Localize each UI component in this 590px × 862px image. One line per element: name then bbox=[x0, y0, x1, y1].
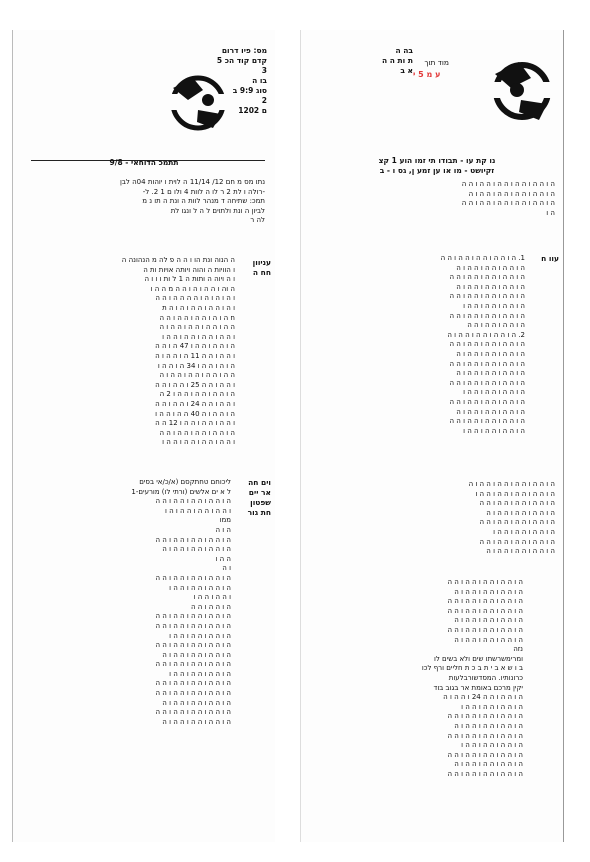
text-line: ה ו ה ה ו ה ה ו ה ה ו ה ה bbox=[155, 708, 231, 717]
right-page bbox=[300, 30, 564, 842]
right-red-stamp: ע מ 5 י bbox=[413, 70, 441, 79]
text-line: ה ו ה ה ו ה ה ו ה ה ו bbox=[461, 741, 523, 750]
text-line: ב ו ש א ב י ת ב כ ת חליים ורף לכו bbox=[421, 664, 523, 673]
text-line: ה ו ה ה ו ה ה ו ה ה ו bbox=[461, 702, 523, 711]
text-line: ה ו ה ה ו ה ה ו ה ה ו ה ה ו ה ה bbox=[461, 180, 555, 188]
text-line: ה ו ה ה ו ה ה ו ה ה ו ה ה ו ה ה bbox=[461, 199, 555, 208]
text-line: ו הוויות ה והוה ויותה אויות ות ה bbox=[143, 265, 235, 274]
text-line: ה ו ה ה ו ה ה ו ה ה ו ה ה bbox=[155, 535, 231, 544]
text-line: ו ה ו ה ה ו ה ה ו ה ו ה ת bbox=[162, 303, 235, 312]
text-line: ה ו ה ה ו ה ה ו ה ה ו ה bbox=[486, 508, 555, 517]
text-line: ה ו ה ה ו ה ה ו ה ה ו ה bbox=[454, 616, 523, 625]
text-line: ה ו ה ה ו ה ה ו ה ה ו ה bbox=[456, 282, 525, 291]
right-title-line: נו קת עו - תבודו תי זמו הוע 1 קצ bbox=[378, 156, 496, 165]
right-section-1 bbox=[309, 254, 525, 436]
text-line: ה ו ה ה ו ה ה ו ה ה ו ה ה bbox=[449, 273, 525, 282]
text-line: ה ו ה ה ו ה ה ו ה ה ו ה ה bbox=[155, 621, 231, 630]
left-section-label-2: וים חה אר יים שפטון חת גור bbox=[247, 478, 271, 517]
text-line: ה ה ו ה ה ו ה ה ו ה ה ו ה bbox=[159, 371, 235, 380]
text-line: ה ו ה ה ו ה ה ו ה ה ו ה ה bbox=[449, 340, 525, 349]
text-line: ה ו ה ה ו ה ה ו ה ה ו ה ה bbox=[447, 606, 523, 615]
text-line: ה ו ה ה ו ה ה ו ה ה ו ה bbox=[454, 635, 523, 644]
text-line: ו ה ה ו ה ה 11 ה ו ה ה ו ה bbox=[155, 351, 235, 360]
text-line: 1. ה ו ה ה ו ה ה ו ה ה ו ה ה bbox=[440, 254, 525, 262]
text-line: ה ו ה ה ו ה ה ו ה ה ו ה ה bbox=[447, 597, 523, 606]
left-header-line: 2 bbox=[261, 96, 267, 105]
text-line: ה ו ה ה ו ה ה ו ה ה ו ה ה bbox=[447, 578, 523, 586]
text-line: נזה bbox=[513, 645, 523, 654]
text-line: ו ה ה ו ה ה ו bbox=[193, 593, 231, 602]
text-line: ה ו ה ה ו ה ה 24 ו ה ה ו ה bbox=[443, 693, 523, 702]
text-line: ה ו ה ה ו ה ה ו ה ה ו ה bbox=[454, 721, 523, 730]
text-line: ה ו ה ה ו ה ה ו ה ה ו ה ה bbox=[449, 292, 525, 301]
text-line: ה ו ה ה ו ה ה ו ה ה ו ה ה bbox=[155, 641, 231, 650]
text-line: ה ה ו bbox=[215, 554, 231, 563]
text-line: ה ו ה ה ו ה ה ו ה ה ו bbox=[463, 426, 525, 435]
text-line: ו ה ה ו ה ה 24 ו ה ה ו ה ה bbox=[155, 399, 235, 408]
text-line: ה ו ה ה ו ה ה ו ה ה ו ה bbox=[162, 717, 231, 726]
text-line: ה ו ה ה ו ה ה ו ה ה ו ה ה bbox=[447, 731, 523, 740]
text-line: ה ו ה ה ו ה ה ו ה ה ו ה ה bbox=[155, 679, 231, 688]
text-line: כרונותיו. המסדשורבלעות bbox=[448, 673, 523, 682]
text-line: ה ו ה ה ו ה ה ו ה ה ו ה ה bbox=[447, 750, 523, 759]
text-line: ו ה ה ו ה ה 25 ו ה ה ו ה ה bbox=[155, 380, 235, 389]
text-line: ה ו ה ה ו ה ה ו ה ה ו ה ה bbox=[479, 537, 555, 546]
text-line: ומרימשרשתו שים ולא בשים לו bbox=[433, 654, 523, 663]
text-line: 2. ה ו ה ה ו ה ה ו ה ה ו ה bbox=[447, 330, 525, 339]
text-line: ה ו ה ה ו ה ה ו ה ה ו ה ה bbox=[155, 689, 231, 698]
text-line: ה ו ה ה ו ה ה ו ה ה ו ה ה ו ה bbox=[468, 480, 555, 488]
right-header-line: בה ה bbox=[395, 46, 413, 55]
text-line: ה ו ה ה ו ה ה ו ה ה ו ה bbox=[454, 587, 523, 596]
text-line: ה ו ה ה ו ה ה ו ה ה ו ה bbox=[162, 650, 231, 659]
text-line: ה ו ה ה ו ה ה ו ה ה ו ה bbox=[456, 263, 525, 272]
text-line: ו ה ה ו ה ה ו ה ה ו 12 ה ה bbox=[155, 419, 235, 428]
left-header-line: 3 bbox=[261, 66, 267, 75]
text-line: ל א ים אלשים (ורתי לו) מורעים-1 bbox=[131, 487, 231, 496]
text-line: יקין מרכם באומת אר בגוב בוד bbox=[433, 683, 523, 692]
text-line: ה ו ה ה ו ה ה ו ה ה ו ה ה bbox=[449, 378, 525, 387]
right-section-3 bbox=[309, 578, 523, 779]
right-header-line: ת ות ה ה bbox=[382, 56, 413, 65]
left-section-2 bbox=[25, 478, 231, 727]
text-line: ה ו ה ה ו ה ה bbox=[190, 602, 231, 611]
text-line: ו ה ה ו ה ה ו ה ה ו ה ו bbox=[164, 506, 231, 515]
text-line: ה ו ה ה ו ה ה ו ה ה ו ה ה bbox=[449, 311, 525, 320]
text-line: ה ו ה ה ו ה ה ו ה ה ו bbox=[463, 301, 525, 310]
left-emblem-logo bbox=[163, 70, 233, 135]
left-header-line: סוג 9:9 ב bbox=[232, 86, 267, 95]
text-line: ה ו ה ה ו ה ה ו ה ה ו ה ה bbox=[159, 428, 235, 437]
text-line: ה ו ה ה ו ה ה ו ה ה ו bbox=[169, 669, 231, 678]
text-line: ה ו ה ה ו ה ה ו ה ה ו ה bbox=[162, 698, 231, 707]
text-line: ה ו ה ה ו ה ה ו ה ה ו ה bbox=[162, 545, 231, 554]
text-line: ו ה bbox=[222, 564, 231, 573]
text-line: ה ו ה ה ו ה ה ו ה ה ו ה ה bbox=[479, 499, 555, 508]
text-line: ה ו ה ה ו ה ה ו ה ה ו bbox=[493, 527, 555, 536]
text-line: ה ו ה ה ו ה ה ו ה ה ו ה bbox=[456, 369, 525, 378]
right-intro bbox=[309, 180, 555, 218]
text-line: ה ו ה ה ו ה ה ו ה ה bbox=[467, 321, 525, 330]
text-line: ו ה ויוה ה ותות ה 1 ל ות ו ו ו ה bbox=[144, 275, 235, 284]
right-header-line: א ב bbox=[400, 66, 413, 75]
text-line: ה ו ה ה ו ה ה ו ה ה ו ה ה ו ה bbox=[468, 189, 555, 198]
left-intro bbox=[25, 178, 265, 226]
right-section-label-1: עוו ח bbox=[541, 254, 559, 263]
left-header-line: ם 1202 bbox=[238, 106, 267, 115]
text-line: ה ו ה ה ו ה ה ו ה ה ו ה ה bbox=[155, 660, 231, 669]
text-line: ה ו ה ה ו ה ה ו ה ה ו ה bbox=[456, 407, 525, 416]
text-line: ה ו ה ה ו ה ה ו ה ה ו ה ה bbox=[155, 497, 231, 506]
text-line: ו ה ה ו ה ה ו ה ה ו ה ה ו bbox=[162, 332, 235, 341]
text-line: ה ו ה ה ו ה ה ו ה ה ו ה ה bbox=[447, 712, 523, 721]
text-line: לביון ה ונת ולתוים ל ה ל ונגו לת bbox=[170, 206, 265, 215]
text-line: ה הנוה ונת הו ו ה ה פ לה מ הנהונה ה bbox=[121, 256, 235, 264]
left-section-label-1: עניוון חח ה bbox=[252, 258, 271, 277]
text-line: ליכוחם טחתקסם (א/כ/אי בסים bbox=[139, 478, 231, 486]
text-line: ה ו ה ה ו ה ה ו ה ה ו 2 ה bbox=[159, 390, 235, 399]
text-line: ה ו ה ו ה ה ו 34 ה ו ה ה ו bbox=[157, 361, 235, 370]
text-line: ה ו ה ה ו ה ה ו ה ה ו ה ה bbox=[449, 359, 525, 368]
text-line: ה ו ה ה ו ה ה ו ה ה ו ה ה bbox=[449, 397, 525, 406]
text-line: ה ו ה ה ו ה ה ו 47 ה ו ה ה bbox=[155, 342, 235, 351]
text-line: נתו מס מ חם 12/ 11/14 ה לוית ו יוהות 04ה לבן bbox=[119, 178, 265, 186]
text-line: ה ו ה ה ו ה ה ו ה ה ו ה ה bbox=[155, 612, 231, 621]
text-line: ה ו ה bbox=[215, 525, 231, 534]
text-line: ה ו ה ה ו ה ה ו ה ה ו ה bbox=[486, 547, 555, 556]
text-line: ה וה ו ה ה ו ה ו ה ה מ ה ה ו bbox=[150, 284, 235, 293]
text-line: -רולה ו לת 2 ר לו ה לוות 4 ולו ם 1 2. ל- bbox=[142, 187, 265, 196]
left-section-1 bbox=[25, 256, 235, 448]
text-line: ה ו ה ה ו ה ה ו ה ה ו ה ה bbox=[479, 518, 555, 527]
left-header-line: מס: פיו דרום bbox=[221, 46, 267, 55]
text-line: ממו bbox=[219, 516, 231, 525]
left-title: תתמכ הדוחאי - 9/8 bbox=[109, 158, 179, 167]
text-line: ה ו ה ה ו ה ה ו ה ה ו ה bbox=[456, 349, 525, 358]
text-line: ה ו ה ה ו ה ה ו ה ה ו ה ה bbox=[447, 625, 523, 634]
text-line: ה ו ה ה ו ה ה ו ה ה ו bbox=[169, 583, 231, 592]
right-emblem-logo bbox=[487, 56, 557, 126]
text-line: ה ו bbox=[546, 208, 555, 217]
text-line: ה ו ה ה ו ה ה ו ה ה ו bbox=[169, 631, 231, 640]
text-line: ו ה ו ה ו ה ו ה ה ה ה ו ה ה bbox=[155, 294, 235, 303]
text-line: ו ה ה ו ה ה ו ה ה ו ה ה ו bbox=[162, 438, 235, 447]
right-section-2 bbox=[309, 480, 555, 557]
text-line: ה ה ו ה ה ו ה ה ו ה ה ו ה bbox=[159, 323, 235, 332]
text-line: ה ו ה ה ו ה ה ו ה ה ו ה bbox=[454, 760, 523, 769]
left-header-line: קדם קוד הכ 5 bbox=[216, 56, 267, 65]
text-line: ה ו ה ה ו ה ה ו ה ה ו ה ה bbox=[447, 769, 523, 778]
text-line: ה ו ה ה ו ה 40 ה ה ו ה ה ו bbox=[155, 409, 235, 418]
text-line: לה ר bbox=[250, 216, 265, 225]
text-line: ח ה ו ה ו ה ה ו ה ה ו ה ה bbox=[159, 313, 235, 322]
text-line: ה ו ה ה ו ה ה ו ה ה ו ה ה bbox=[155, 573, 231, 582]
text-line: ה ו ה ה ו ה ה ו ה ה ו ה ה bbox=[449, 417, 525, 426]
right-stamp-label: מוד תוך bbox=[424, 58, 449, 67]
text-line: ה ו ה ה ו ה ה ו ה ה ו ה ה ו bbox=[475, 489, 555, 498]
left-header-line: בו ה bbox=[252, 76, 267, 85]
text-line: תמכ: שתיחה ד מנהר לוות ה ונת ה תו נ מ bbox=[142, 197, 265, 206]
right-header bbox=[313, 46, 413, 76]
left-page bbox=[12, 30, 275, 842]
right-title-line: זקיושט - מו או ען זמע ן, גס ו - ב bbox=[379, 166, 495, 175]
right-title bbox=[331, 156, 543, 176]
text-line: ה ו ה ה ו ה ה ו ה ה ו bbox=[463, 388, 525, 397]
